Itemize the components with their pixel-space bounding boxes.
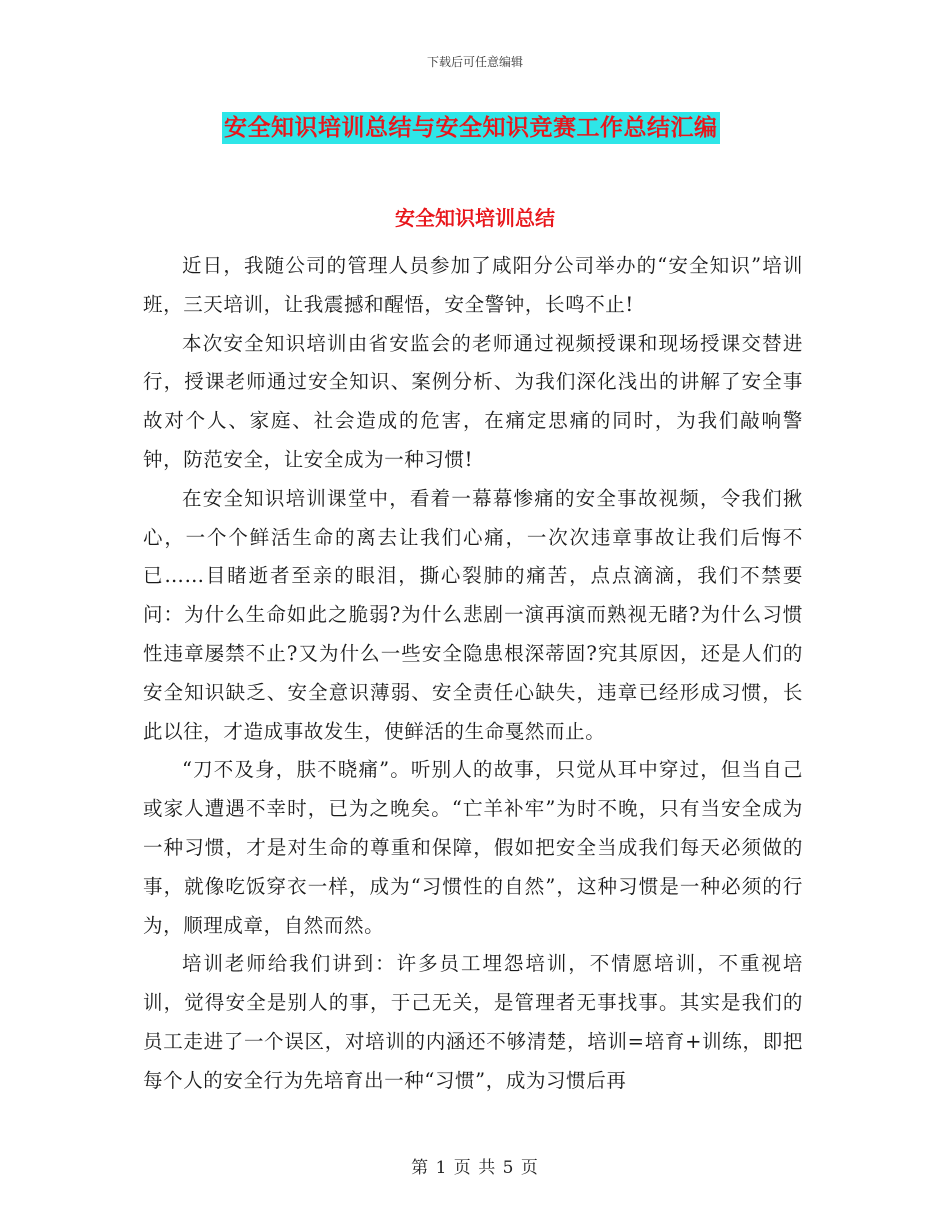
paragraph-1: 近日，我随公司的管理人员参加了咸阳分公司举办的“安全知识”培训班，三天培训，让我震撼和醒悟，安全警钟，长鸣不止!: [143, 254, 803, 316]
paragraph-4: “刀不及身，肤不晓痛”。听别人的故事，只觉从耳中穿过，但当自己或家人遭遇不幸时，已为之晚矣。“亡羊补牢”为时不晚，只有当安全成为一种习惯，才是对生命的尊重和保障，假如把安全当成我们每天必须做的事，就像吃饭穿衣一样，成为“习惯性的自然”，这种习惯是一种必须的行为，顺理成章，自然而然。: [143, 758, 803, 937]
paragraph-2: 本次安全知识培训由省安监会的老师通过视频授课和现场授课交替进行，授课老师通过安全知识、案例分析、为我们深化浅出的讲解了安全事故对个人、家庭、社会造成的危害，在痛定思痛的同时，为我们敲响警钟，防范安全，让安全成为一种习惯!: [143, 331, 803, 471]
paragraph-5: 培训老师给我们讲到：许多员工埋怨培训，不情愿培训，不重视培训，觉得安全是别人的事，于己无关，是管理者无事找事。其实是我们的员工走进了一个误区，对培训的内涵还不够清楚，培训=培育+训练，即把每个人的安全行为先培育出一种“习惯”，成为习惯后再: [143, 952, 803, 1092]
page-number-footer: 第 1 页 共 5 页: [411, 1158, 539, 1178]
document-title: 安全知识培训总结与安全知识竞赛工作总结汇编: [222, 112, 720, 144]
header-note: 下载后可任意编辑: [426, 55, 523, 69]
paragraph-3: 在安全知识培训课堂中，看着一幕幕惨痛的安全事故视频，令我们揪心，一个个鲜活生命的离去让我们心痛，一次次违章事故让我们后悔不已……目睹逝者至亲的眼泪，撕心裂肺的痛苦，点点滴滴，我们不禁要问：为什么生命如此之脆弱?为什么悲剧一演再演而熟视无睹?为什么习惯性违章屡禁不止?又为什么一些安全隐患根深蒂固?究其原因，还是人们的安全知识缺乏、安全意识薄弱、安全责任心缺失，违章已经形成习惯，长此以往，才造成事故发生，使鲜活的生命戛然而止。: [143, 486, 803, 743]
document-body: [143, 247, 803, 1101]
section-title: 安全知识培训总结: [395, 206, 555, 230]
